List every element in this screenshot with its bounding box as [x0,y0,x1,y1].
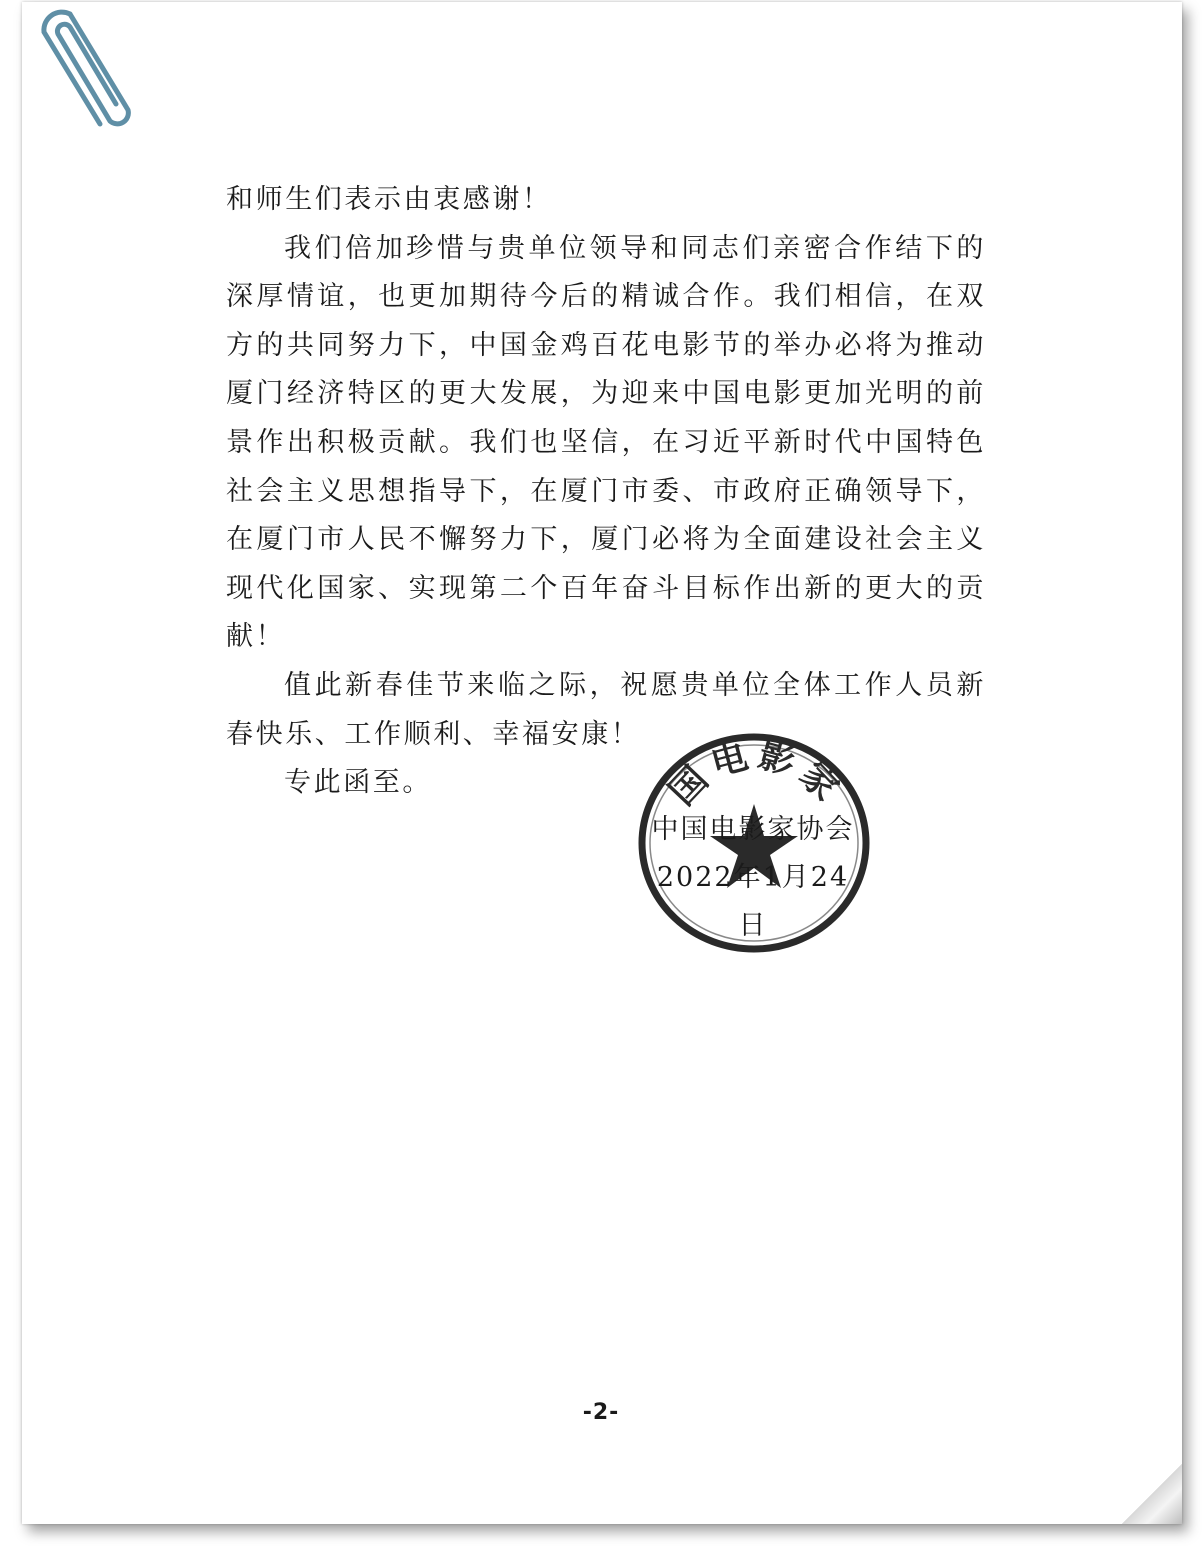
page-number: -2- [582,1400,620,1425]
signature-organization: 中国电影家协会 [651,814,855,845]
signature-date: 2022年1月24日 [656,862,850,941]
seal-text: 国电影家 [661,733,851,814]
letter-paragraph-3: 值此新春佳节来临之际，祝愿贵单位全体工作人员新春快乐、工作顺利、幸福安康！ [226,669,986,750]
paperclip-icon [30,0,140,130]
letter-paragraph-4: 专此函至。 [284,767,432,799]
page-curl [1122,1464,1182,1524]
letter-body [226,176,986,808]
letter-paragraph-1: 和师生们表示由衷感谢！ [226,184,552,215]
signature-block [648,806,858,950]
letter-paragraph-2: 我们倍加珍惜与贵单位领导和同志们亲密合作结下的深厚情谊，也更加期待今后的精诚合作。我们相信，在双方的共同努力下，中国金鸡百花电影节的举办必将为推动厦门经济特区的更大发展，为迎来中国电影更加光明的前景作出积极贡献。我们也坚信，在习近平新时代中国特色社会主义思想指导下，在厦门市委、市政府正确领导下，在厦门市人民不懈努力下，厦门必将为全面建设社会主义现代化国家、实现第二个百年奋斗目标作出新的更大的贡献！ [226,232,986,653]
